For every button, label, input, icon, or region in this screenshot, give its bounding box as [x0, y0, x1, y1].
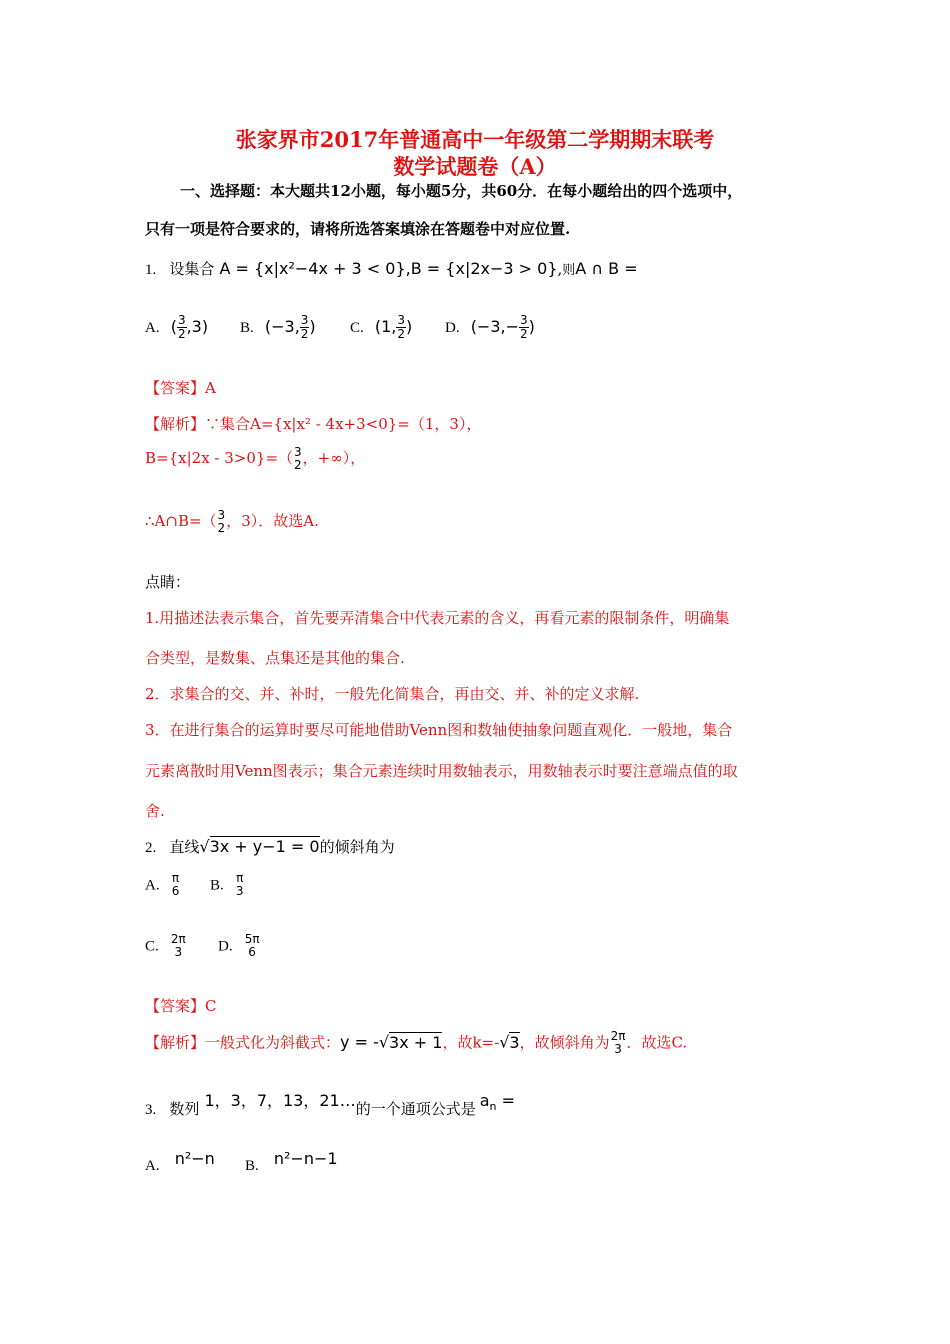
question-number: 2. [145, 840, 157, 856]
question-1: 1. 设集合 A = {x|x²−4x + 3 < 0},B = {x|2x−3 > 0},则A ∩ B = [145, 259, 638, 278]
tip-3-line2: 元素离散时用Venn图表示；集合元素连续时用数轴表示，用数轴表示时要注意端点值的取 [145, 762, 738, 780]
question-suffix: 的一个通项公式是 [355, 1100, 476, 1118]
question-3 [145, 1091, 516, 1121]
analysis-1-line1: 【解析】∵集合A={x|x² - 4x+3<0}=（1，3）， [145, 415, 482, 433]
option-label: A. [145, 1158, 160, 1174]
option-text: n²−n−1 [273, 1149, 338, 1168]
option-label: B. [245, 1158, 259, 1174]
option-label: D. [218, 938, 233, 955]
analysis-1-line2: B={x|2x - 3>0}=（ 3 2 ，+∞）， [145, 445, 366, 472]
question-suffix: 则 [562, 263, 576, 278]
option-label: B. [210, 877, 224, 894]
sequence: 1，3，7，13，21… [204, 1091, 356, 1110]
option-text: n²−n [174, 1149, 215, 1168]
tip-2: 2．求集合的交、并、补时，一般先化简集合，再由交、并、补的定义求解. [145, 685, 640, 703]
tip-1-line2: 合类型，是数集、点集还是其他的集合. [145, 649, 405, 667]
analysis-1-line3: ∴A∩B=（ 3 2 ，3）．故选A. [145, 508, 319, 535]
option-d[interactable]: D. 5π 6 [218, 932, 260, 959]
page-title: 张家界市2017年普通高中一年级第二学期期末联考 [235, 127, 715, 152]
option-b[interactable] [245, 1149, 338, 1175]
tip-1-line1: 1.用描述法表示集合，首先要弄清集合中代表元素的含义，再看元素的限制条件，明确集 [145, 609, 730, 627]
option-a[interactable]: A. π 6 [145, 871, 180, 898]
option-a[interactable] [145, 1149, 215, 1175]
question-expression-2: A ∩ B = [575, 259, 638, 278]
question-number: 1. [145, 262, 157, 278]
option-label: B. [240, 320, 254, 336]
option-b[interactable]: B. π 3 [210, 871, 244, 898]
option-d[interactable]: D. (−3,− $\frac{3}{2}$ ) [445, 313, 535, 341]
analysis-2: 【解析】一般式化为斜截式：y = -√3x + 1，故k=-√3，故倾斜角为 2π 3 ．故选C. [145, 1029, 688, 1056]
option-label: A. [145, 877, 160, 894]
option-label: D. [445, 320, 460, 336]
option-label: C. [145, 938, 159, 955]
page-subtitle: 数学试题卷（A） [393, 154, 557, 179]
answer-2: 【答案】C [145, 997, 217, 1015]
section-instructions-line2: 只有一项是符合要求的，请将所选答案填涂在答题卷中对应位置. [145, 220, 571, 238]
option-c[interactable]: C. 2π 3 [145, 932, 186, 959]
question-prefix: 设集合 [169, 260, 215, 278]
question-expression: 3x + y−1 = 0 [209, 837, 320, 856]
tip-title: 点睛： [145, 573, 191, 591]
question-prefix: 直线 [169, 838, 200, 856]
question-suffix: 的倾斜角为 [319, 838, 395, 856]
question-number: 3. [145, 1102, 157, 1118]
question-prefix: 数列 [169, 1100, 200, 1118]
option-a[interactable]: A. ( $\frac{3}{2}$ ,3) [145, 313, 209, 341]
answer-1: 【答案】A [145, 379, 216, 397]
option-label: A. [145, 320, 160, 336]
tip-3-line3: 舍. [145, 802, 165, 820]
option-b[interactable]: B. (−3, $\frac{3}{2}$ ) [240, 313, 316, 341]
question-expression: A = {x|x²−4x + 3 < 0},B = {x|2x−3 > 0} [219, 259, 558, 278]
question-2: 2. 直线√3x + y−1 = 0的倾斜角为 [145, 837, 395, 856]
option-label: C. [350, 320, 364, 336]
section-instructions-line1: 一、选择题：本大题共12小题，每小题5分，共60分．在每小题给出的四个选项中， [180, 182, 743, 200]
general-term: $a_n$ = [479, 1091, 516, 1114]
tip-3-line1: 3．在进行集合的运算时要尽可能地借助Venn图和数轴使抽象问题直观化．一般地，集合 [145, 721, 733, 739]
option-c[interactable]: C. (1, $\frac{3}{2}$ ) [350, 313, 413, 341]
